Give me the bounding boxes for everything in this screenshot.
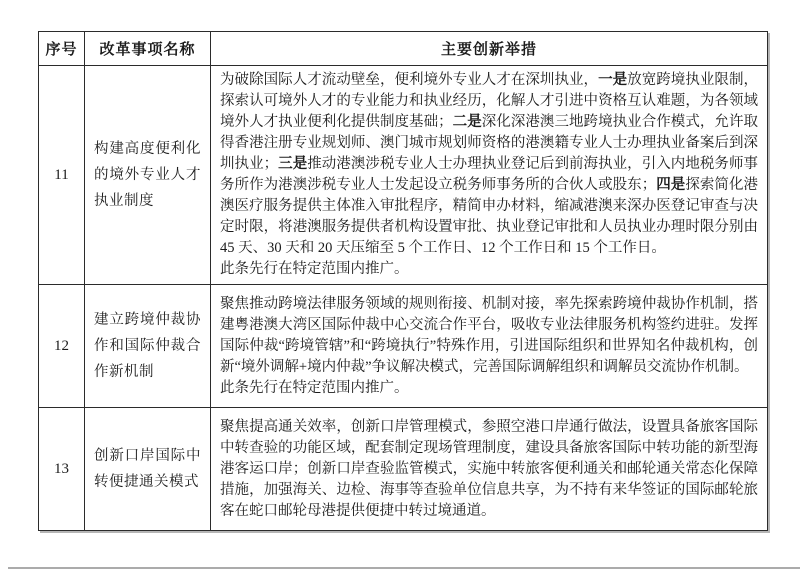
reform-item-name-cell: 建立跨境仲裁协作和国际仲裁合作新机制 bbox=[85, 285, 211, 408]
reform-item-name-cell: 构建高度便利化的境外专业人才执业制度 bbox=[85, 66, 211, 285]
header-reform-item-name: 改革事项名称 bbox=[85, 32, 211, 66]
reform-measures-table bbox=[38, 31, 768, 531]
reform-item-name-cell: 创新口岸国际中转便捷通关模式 bbox=[85, 408, 211, 531]
measures-cell bbox=[211, 66, 768, 285]
measure-paragraph bbox=[220, 70, 758, 259]
table-row bbox=[39, 285, 768, 408]
measure-text: 为破除国际人才流动壁垒，便利境外专业人才在深圳执业， bbox=[220, 72, 599, 88]
header-main-innovation-measures: 主要创新举措 bbox=[211, 32, 768, 66]
bold-enumerator: 三是 bbox=[278, 156, 308, 172]
serial-number-cell: 13 bbox=[39, 408, 85, 531]
table-header-row bbox=[39, 32, 768, 66]
table-row bbox=[39, 66, 768, 285]
measure-text: 此条先行在特定范围内推广。 bbox=[220, 379, 409, 396]
header-serial-number: 序号 bbox=[39, 32, 85, 66]
measure-text: 推动港澳涉税专业人士办理执业登记后到前海执业，引入内地税务师事务所作为港澳涉税专业人士发起设立税务师事务所的合伙人或股东； bbox=[220, 156, 758, 193]
measure-paragraph bbox=[220, 259, 758, 280]
measures-cell bbox=[211, 285, 768, 408]
measure-text: 深化深港澳三地跨境执业合作模式，允许取得香港注册专业规划师、澳门城市规划师资格的港澳籍专业人士办理执业备案后到深圳执业； bbox=[220, 114, 758, 172]
bold-enumerator: 一是 bbox=[598, 72, 628, 88]
bold-enumerator: 四是 bbox=[656, 177, 686, 193]
measure-text: 此条先行在特定范围内推广。 bbox=[220, 261, 409, 277]
measures-cell bbox=[211, 408, 768, 531]
measure-text: 聚焦推动跨境法律服务领域的规则衔接、机制对接，率先探索跨境仲裁协作机制，搭建粤港澳大湾区国际仲裁中心交流合作平台，吸收专业法律服务机构签约进驻。发挥国际仲裁“跨境管辖”和“跨境执行”特殊作用，引进国际组织和世界知名仲裁机构，创新“境外调解+境内仲裁”争议解决模式，完善国际调解组织和调解员交流协作机制。 bbox=[220, 295, 758, 375]
measure-paragraph bbox=[220, 378, 758, 399]
measure-text: 聚焦提高通关效率，创新口岸管理模式，参照空港口岸通行做法，设置具备旅客国际中转查验的功能区域，配套制定现场管理制度，建设具备旅客国际中转功能的新型海港客运口岸；创新口岸查验监管模式，实施中转旅客便利通关和邮轮通关常态化保障措施，加强海关、边检、海事等查验单位信息共享，为不持有来华签证的国际邮轮旅客在蛇口邮轮母港提供便捷中转过境通道。 bbox=[220, 418, 758, 519]
page-bottom-edge bbox=[8, 567, 800, 569]
measure-paragraph bbox=[220, 417, 758, 522]
serial-number-cell: 12 bbox=[39, 285, 85, 408]
bold-enumerator: 二是 bbox=[452, 114, 482, 130]
table-row bbox=[39, 408, 768, 531]
serial-number-cell: 11 bbox=[39, 66, 85, 285]
measure-text: 探索简化港澳医疗服务提供主体准入审批程序，精简申办材料，缩减港澳来深办医登记审查与决定时限，将港澳服务提供者机构设置审批、执业登记审批和人员执业办理时限分别由45 天、30 天和 20 天压缩至 5 个工作日、12 个工作日和 15 个工作日。 bbox=[220, 177, 759, 256]
measure-text: 放宽跨境执业限制，探索认可境外人才的专业能力和执业经历，化解人才引进中资格互认难题，为各领域境外人才执业便利化提供制度基础； bbox=[220, 72, 759, 130]
measure-paragraph bbox=[220, 294, 758, 378]
